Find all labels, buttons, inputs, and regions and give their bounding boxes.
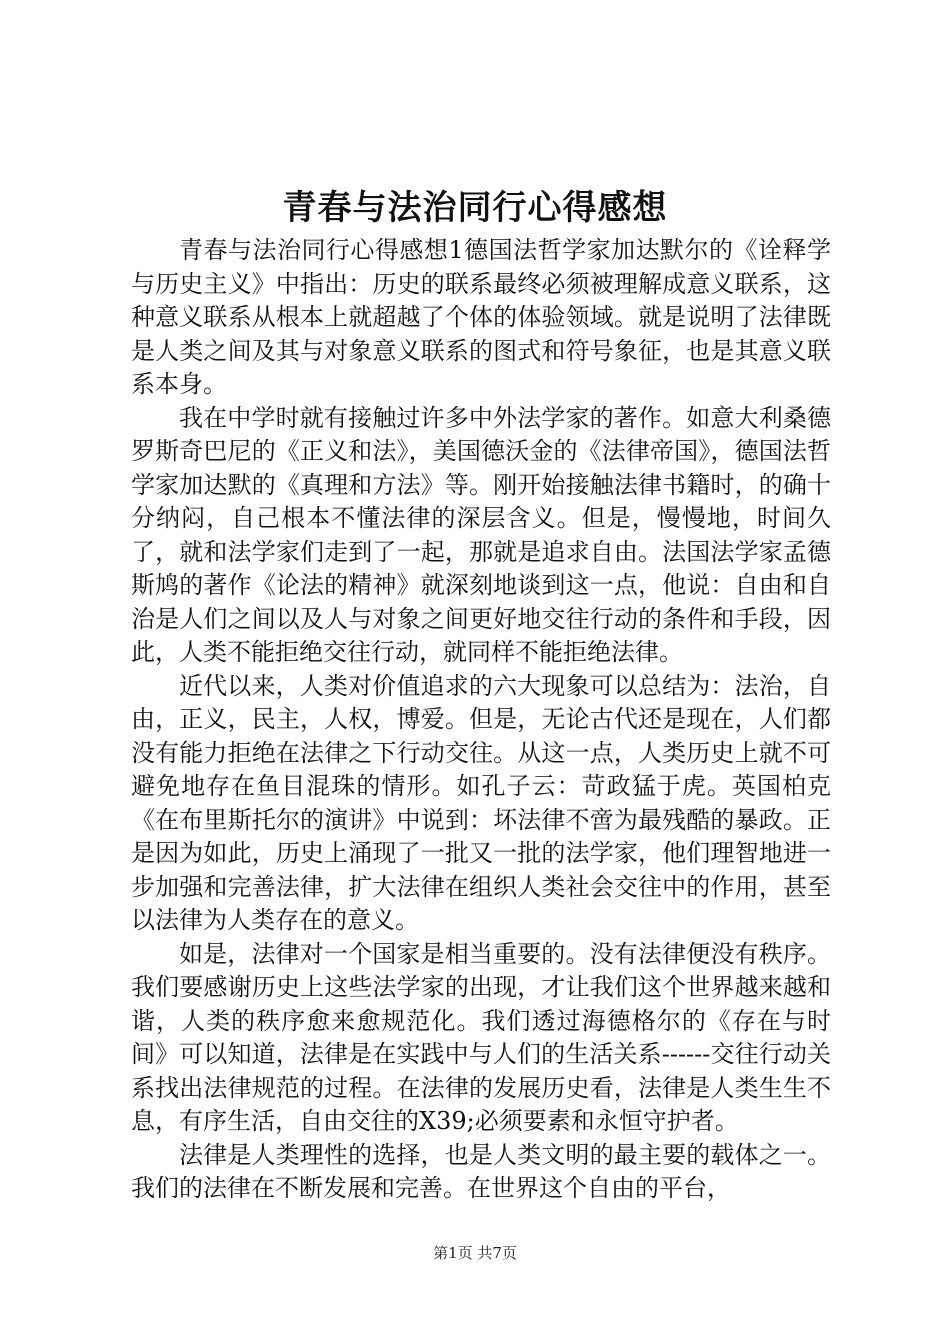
paragraph: 近代以来，人类对价值追求的六大现象可以总结为：法治，自由，正义，民主，人权，博爱。但是，无论古代还是现在，人们都没有能力拒绝在法律之下行动交往。从这一点，人类历史上就不可避免地存在鱼目混珠的情形。如孔子云：苛政猛于虎。英国柏克《在布里斯托尔的演讲》中说到：坏法律不啻为最残酷的暴政。正是因为如此，历史上涌现了一批又一批的法学家，他们理智地进一步加强和完善法律，扩大法律在组织人类社会交往中的作用，甚至以法律为人类存在的意义。	[131, 671, 831, 934]
paragraph: 我在中学时就有接触过许多中外法学家的著作。如意大利桑德罗斯奇巴尼的《正义和法》，美国德沃金的《法律帝国》，德国法哲学家加达默的《真理和方法》等。刚开始接触法律书籍时，的确十分纳闷，自己根本不懂法律的深层含义。但是，慢慢地，时间久了，就和法学家们走到了一起，那就是追求自由。法国法学家孟德斯鸠的著作《论法的精神》就深刻地谈到这一点，他说：自由和自治是人们之间以及人与对象之间更好地交往行动的条件和手段，因此，人类不能拒绝交往行动，就同样不能拒绝法律。	[131, 403, 831, 666]
page-footer: 第1页 共7页	[433, 1244, 517, 1262]
document-body	[131, 234, 831, 1206]
paragraph: 如是，法律对一个国家是相当重要的。没有法律便没有秩序。我们要感谢历史上这些法学家的出现，才让我们这个世界越来越和谐，人类的秩序愈来愈规范化。我们透过海德格尔的《存在与时间》可以知道，法律是在实践中与人们的生活关系------交往行动关系找出法律规范的过程。在法律的发展历史看，法律是人类生生不息，有序生活，自由交往的X39;必须要素和永恒守护者。	[131, 939, 831, 1135]
paragraph: 青春与法治同行心得感想1德国法哲学家加达默尔的《诠释学与历史主义》中指出：历史的联系最终必须被理解成意义联系，这种意义联系从根本上就超越了个体的体验领域。就是说明了法律既是人类之间及其与对象意义联系的图式和符号象征，也是其意义联系本身。	[131, 236, 831, 398]
paragraph: 法律是人类理性的选择，也是人类文明的最主要的载体之一。我们的法律在不断发展和完善。在世界这个自由的平台，	[131, 1140, 831, 1202]
document-title: 青春与法治同行心得感想	[282, 188, 668, 228]
